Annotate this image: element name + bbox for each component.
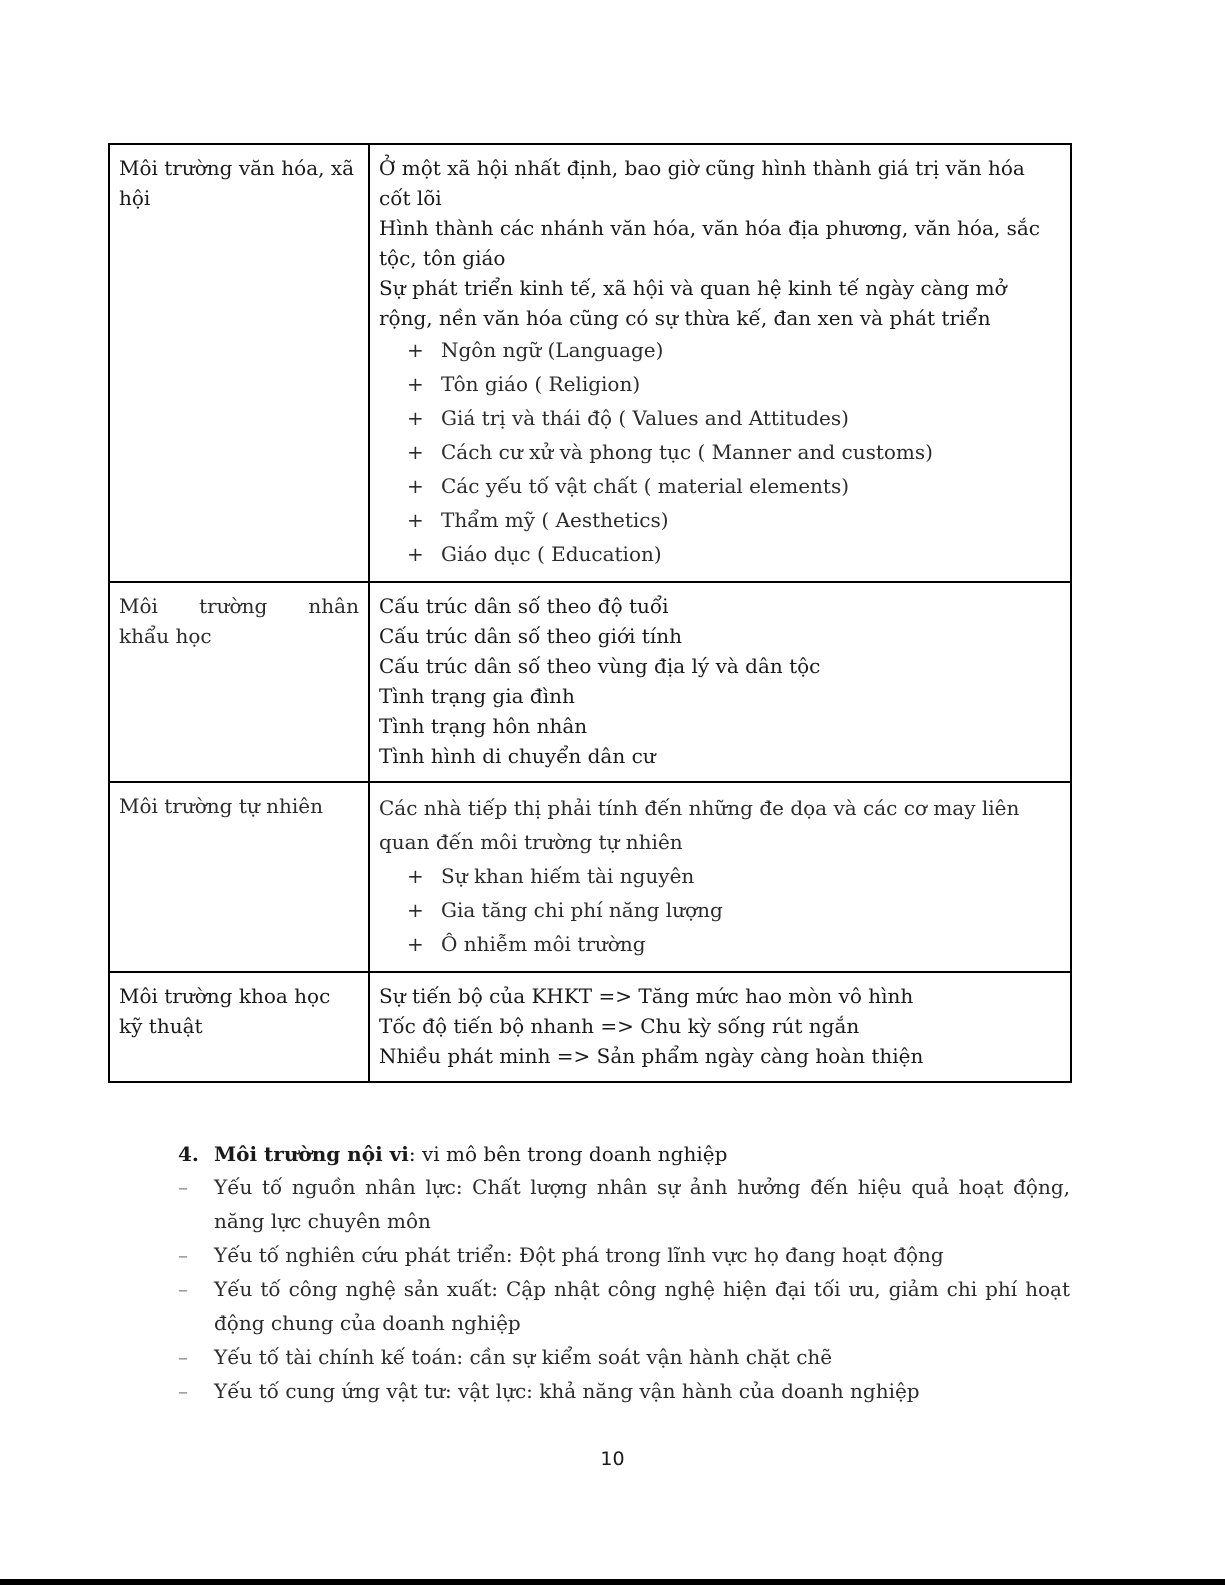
row-content <box>369 582 1071 782</box>
content-line: Nhiều phát minh => Sản phẩm ngày càng hoàn thiện <box>379 1044 924 1068</box>
list-item <box>407 893 1061 927</box>
row-label: Môi trường tự nhiên <box>109 782 369 972</box>
plus-marker: + <box>407 508 424 532</box>
label-word: Môi <box>119 594 158 618</box>
list-item-text: Yếu tố tài chính kế toán: cần sự kiểm soát vận hành chặt chẽ <box>214 1345 833 1369</box>
plus-marker: + <box>407 440 424 464</box>
list-item <box>407 469 1061 503</box>
list-item <box>178 1170 1070 1238</box>
section-title: Môi trường nội vi <box>214 1142 409 1166</box>
bottom-rule <box>0 1579 1225 1585</box>
content-line: Các nhà tiếp thị phải tính đến những đe dọa và các cơ may liên quan đến môi trường tự nhiên <box>379 796 1020 854</box>
section-heading <box>178 1138 1070 1170</box>
plus-marker: + <box>407 864 424 888</box>
list-item-text: Thẩm mỹ ( Aesthetics) <box>441 508 669 532</box>
dash-marker: – <box>178 1379 188 1403</box>
dash-marker: – <box>178 1277 188 1301</box>
dash-marker: – <box>178 1345 188 1369</box>
content-line: Cấu trúc dân số theo giới tính <box>379 624 682 648</box>
list-item <box>178 1238 1070 1272</box>
plus-marker: + <box>407 932 424 956</box>
table-row <box>109 582 1071 782</box>
list-item-text: Cách cư xử và phong tục ( Manner and customs) <box>441 440 933 464</box>
list-item <box>407 401 1061 435</box>
list-item-text: Gia tăng chi phí năng lượng <box>441 898 723 922</box>
section-subtitle: : vi mô bên trong doanh nghiệp <box>408 1142 728 1166</box>
content-line: Hình thành các nhánh văn hóa, văn hóa địa phương, văn hóa, sắc tộc, tôn giáo <box>379 216 1040 270</box>
row-content <box>369 144 1071 582</box>
table-row <box>109 144 1071 582</box>
row-label-justified <box>119 591 359 621</box>
row-label <box>109 582 369 782</box>
content-line: Ở một xã hội nhất định, bao giờ cũng hình thành giá trị văn hóa cốt lõi <box>379 156 1025 210</box>
list-item-text: Yếu tố nghiên cứu phát triển: Đột phá trong lĩnh vực họ đang hoạt động <box>214 1243 944 1267</box>
list-item <box>178 1374 1070 1408</box>
list-item <box>178 1272 1070 1340</box>
list-item-text: Ô nhiễm môi trường <box>441 932 646 956</box>
row-content <box>369 782 1071 972</box>
plus-marker: + <box>407 898 424 922</box>
plus-marker: + <box>407 372 424 396</box>
content-line: Tốc độ tiến bộ nhanh => Chu kỳ sống rút ngắn <box>379 1014 860 1038</box>
environment-table <box>108 143 1072 1083</box>
plus-marker: + <box>407 474 424 498</box>
content-line: Cấu trúc dân số theo vùng địa lý và dân tộc <box>379 654 821 678</box>
list-item-text: Giá trị và thái độ ( Values and Attitudes) <box>441 406 849 430</box>
label-word: khẩu học <box>119 624 212 648</box>
plus-marker: + <box>407 406 424 430</box>
content-line: Tình hình di chuyển dân cư <box>379 744 656 768</box>
list-item-text: Giáo dục ( Education) <box>441 542 662 566</box>
list-item-text: Sự khan hiếm tài nguyên <box>441 864 695 888</box>
label-word: nhân <box>308 594 359 618</box>
row-label: Môi trường văn hóa, xã hội <box>109 144 369 582</box>
dash-list <box>178 1170 1070 1408</box>
table-row <box>109 972 1071 1082</box>
page-number: 10 <box>600 1448 625 1470</box>
table-row <box>109 782 1071 972</box>
plus-marker: + <box>407 338 424 362</box>
content-line: Cấu trúc dân số theo độ tuổi <box>379 594 669 618</box>
content-line: Sự tiến bộ của KHKT => Tăng mức hao mòn vô hình <box>379 984 914 1008</box>
list-item-text: Tôn giáo ( Religion) <box>441 372 641 396</box>
list-item <box>407 503 1061 537</box>
row-label: Môi trường khoa học kỹ thuật <box>109 972 369 1082</box>
list-item-text: Yếu tố công nghệ sản xuất: Cập nhật công nghệ hiện đại tối ưu, giảm chi phí hoạt động chung của doanh nghiệp <box>214 1277 1070 1335</box>
content-line: Tình trạng gia đình <box>379 684 575 708</box>
bullet-list <box>379 859 1061 961</box>
list-item <box>407 435 1061 469</box>
section-internal-environment <box>178 1138 1070 1408</box>
section-number: 4. <box>178 1142 199 1166</box>
list-item <box>407 537 1061 571</box>
list-item <box>407 927 1061 961</box>
plus-marker: + <box>407 542 424 566</box>
dash-marker: – <box>178 1243 188 1267</box>
label-word: trường <box>199 594 268 618</box>
content-line: Sự phát triển kinh tế, xã hội và quan hệ kinh tế ngày càng mở rộng, nền văn hóa cũng có sự thừa kế, đan xen và phát triển <box>379 276 1007 330</box>
list-item-text: Các yếu tố vật chất ( material elements) <box>441 474 850 498</box>
list-item <box>407 367 1061 401</box>
list-item-text: Yếu tố cung ứng vật tư: vật lực: khả năng vận hành của doanh nghiệp <box>214 1379 920 1403</box>
bullet-list <box>379 333 1061 571</box>
list-item <box>407 333 1061 367</box>
content-line: Tình trạng hôn nhân <box>379 714 588 738</box>
list-item <box>407 859 1061 893</box>
list-item-text: Yếu tố nguồn nhân lực: Chất lượng nhân sự ảnh hưởng đến hiệu quả hoạt động, năng lực chuyên môn <box>214 1175 1070 1233</box>
dash-marker: – <box>178 1175 188 1199</box>
list-item-text: Ngôn ngữ (Language) <box>441 338 664 362</box>
row-content <box>369 972 1071 1082</box>
list-item <box>178 1340 1070 1374</box>
